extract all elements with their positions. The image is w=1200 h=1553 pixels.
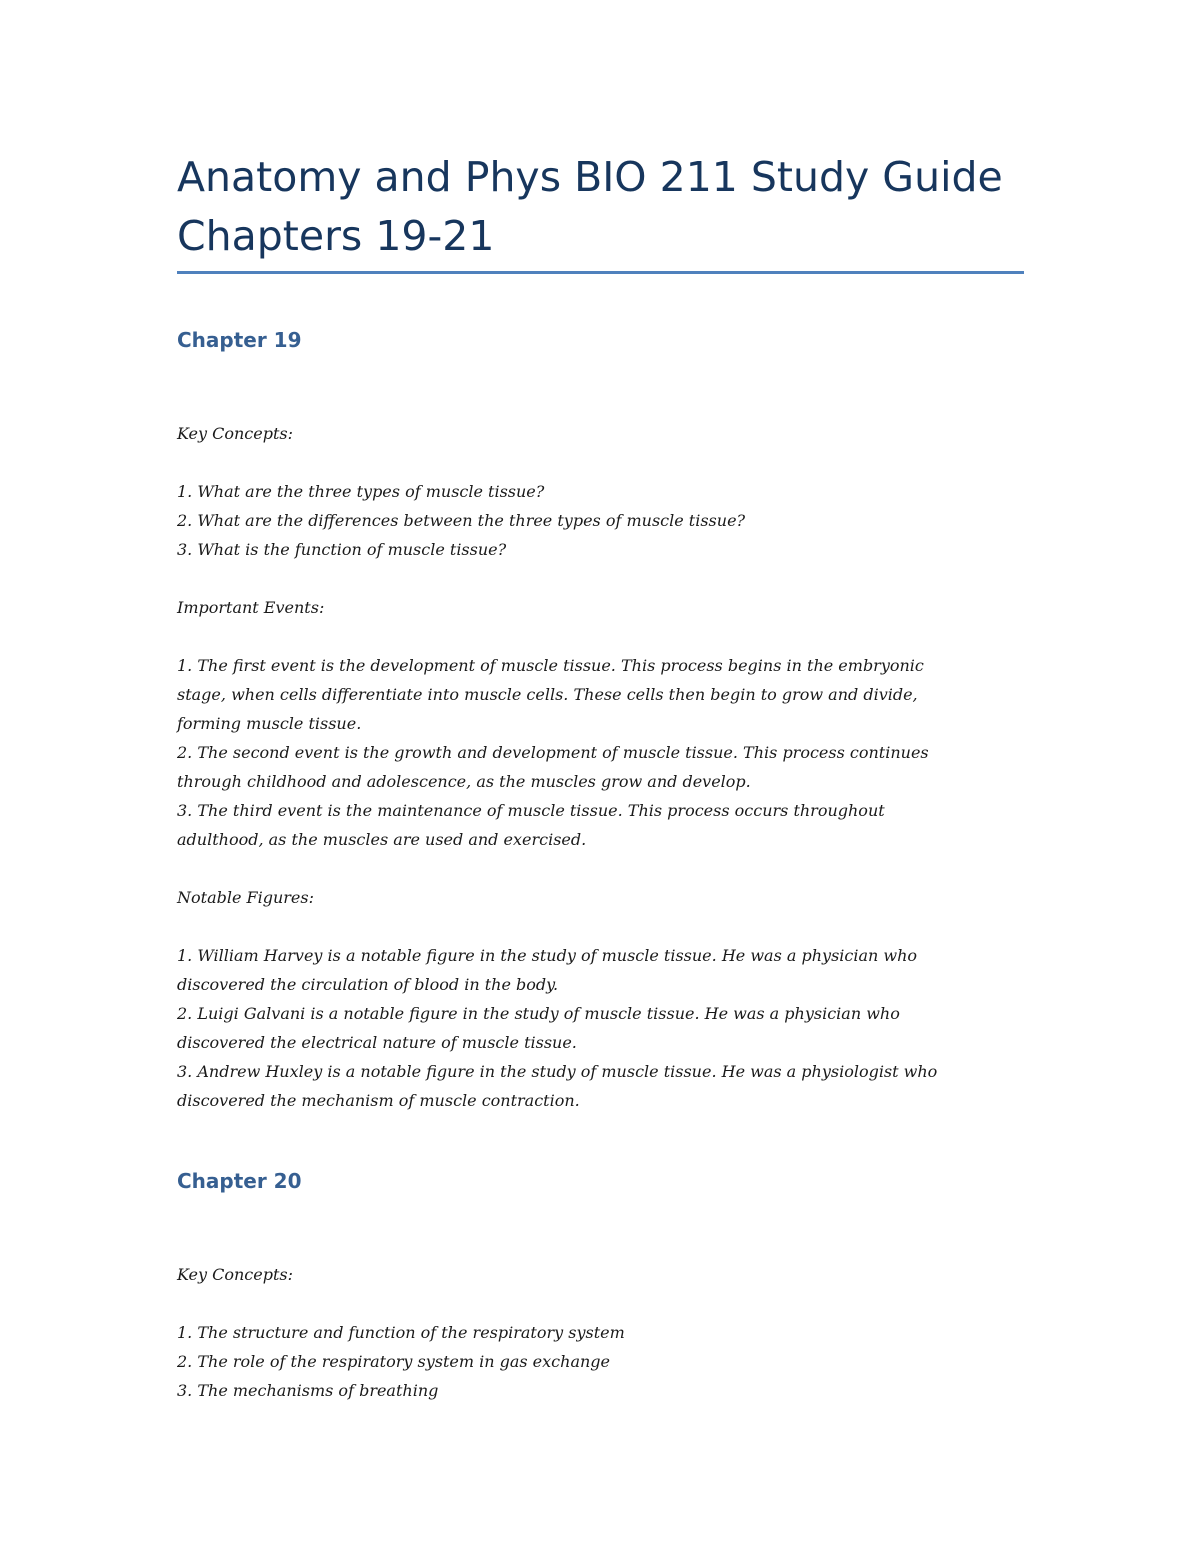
document-title-line-2: Chapters 19-21: [177, 212, 495, 260]
chapter-19-figures-list: [177, 941, 1024, 1115]
list-item: 2. What are the differences between the three types of muscle tissue?: [177, 511, 746, 530]
text-line: discovered the circulation of blood in the body.: [177, 975, 559, 994]
chapter-20-key-concepts-list: [177, 1318, 1024, 1405]
text-line: stage, when cells differentiate into muscle cells. These cells then begin to grow and divide,: [177, 685, 918, 704]
document-title-line-1: Anatomy and Phys BIO 211 Study Guide: [177, 153, 1003, 201]
important-events-label: Important Events:: [177, 598, 325, 617]
text-line: 3. Andrew Huxley is a notable figure in the study of muscle tissue. He was a physiologist who: [177, 1062, 938, 1081]
text-line: discovered the mechanism of muscle contraction.: [177, 1091, 580, 1110]
text-line: 1. William Harvey is a notable figure in the study of muscle tissue. He was a physician who: [177, 946, 918, 965]
chapter-20-heading: Chapter 20: [177, 1169, 302, 1193]
chapter-19-heading: Chapter 19: [177, 328, 302, 352]
text-line: adulthood, as the muscles are used and exercised.: [177, 830, 587, 849]
title-underline: [177, 271, 1024, 274]
chapter-19-key-concepts-list: [177, 477, 1024, 564]
text-line: 1. The first event is the development of muscle tissue. This process begins in the embryonic: [177, 656, 924, 675]
document-title: [177, 148, 1024, 266]
list-item: 3. What is the function of muscle tissue?: [177, 540, 507, 559]
list-item: 1. What are the three types of muscle tissue?: [177, 482, 545, 501]
text-line: 3. The third event is the maintenance of muscle tissue. This process occurs throughout: [177, 801, 885, 820]
text-line: through childhood and adolescence, as the muscles grow and develop.: [177, 772, 751, 791]
list-item: 3. The mechanisms of breathing: [177, 1381, 439, 1400]
chapter-19-key-concepts: [177, 419, 1024, 448]
text-line: 2. The second event is the growth and development of muscle tissue. This process continues: [177, 743, 929, 762]
key-concepts-label: Key Concepts:: [177, 424, 293, 443]
text-line: 2. Luigi Galvani is a notable figure in the study of muscle tissue. He was a physician who: [177, 1004, 900, 1023]
list-item: 2. The role of the respiratory system in gas exchange: [177, 1352, 610, 1371]
text-line: forming muscle tissue.: [177, 714, 362, 733]
chapter-19-figures-label-block: [177, 883, 1024, 912]
chapter-19-events-label-block: [177, 593, 1024, 622]
notable-figures-label: Notable Figures:: [177, 888, 314, 907]
list-item: 1. The structure and function of the respiratory system: [177, 1323, 625, 1342]
key-concepts-label: Key Concepts:: [177, 1265, 293, 1284]
chapter-19-events-list: [177, 651, 1024, 854]
chapter-20-key-concepts: [177, 1260, 1024, 1289]
text-line: discovered the electrical nature of muscle tissue.: [177, 1033, 577, 1052]
